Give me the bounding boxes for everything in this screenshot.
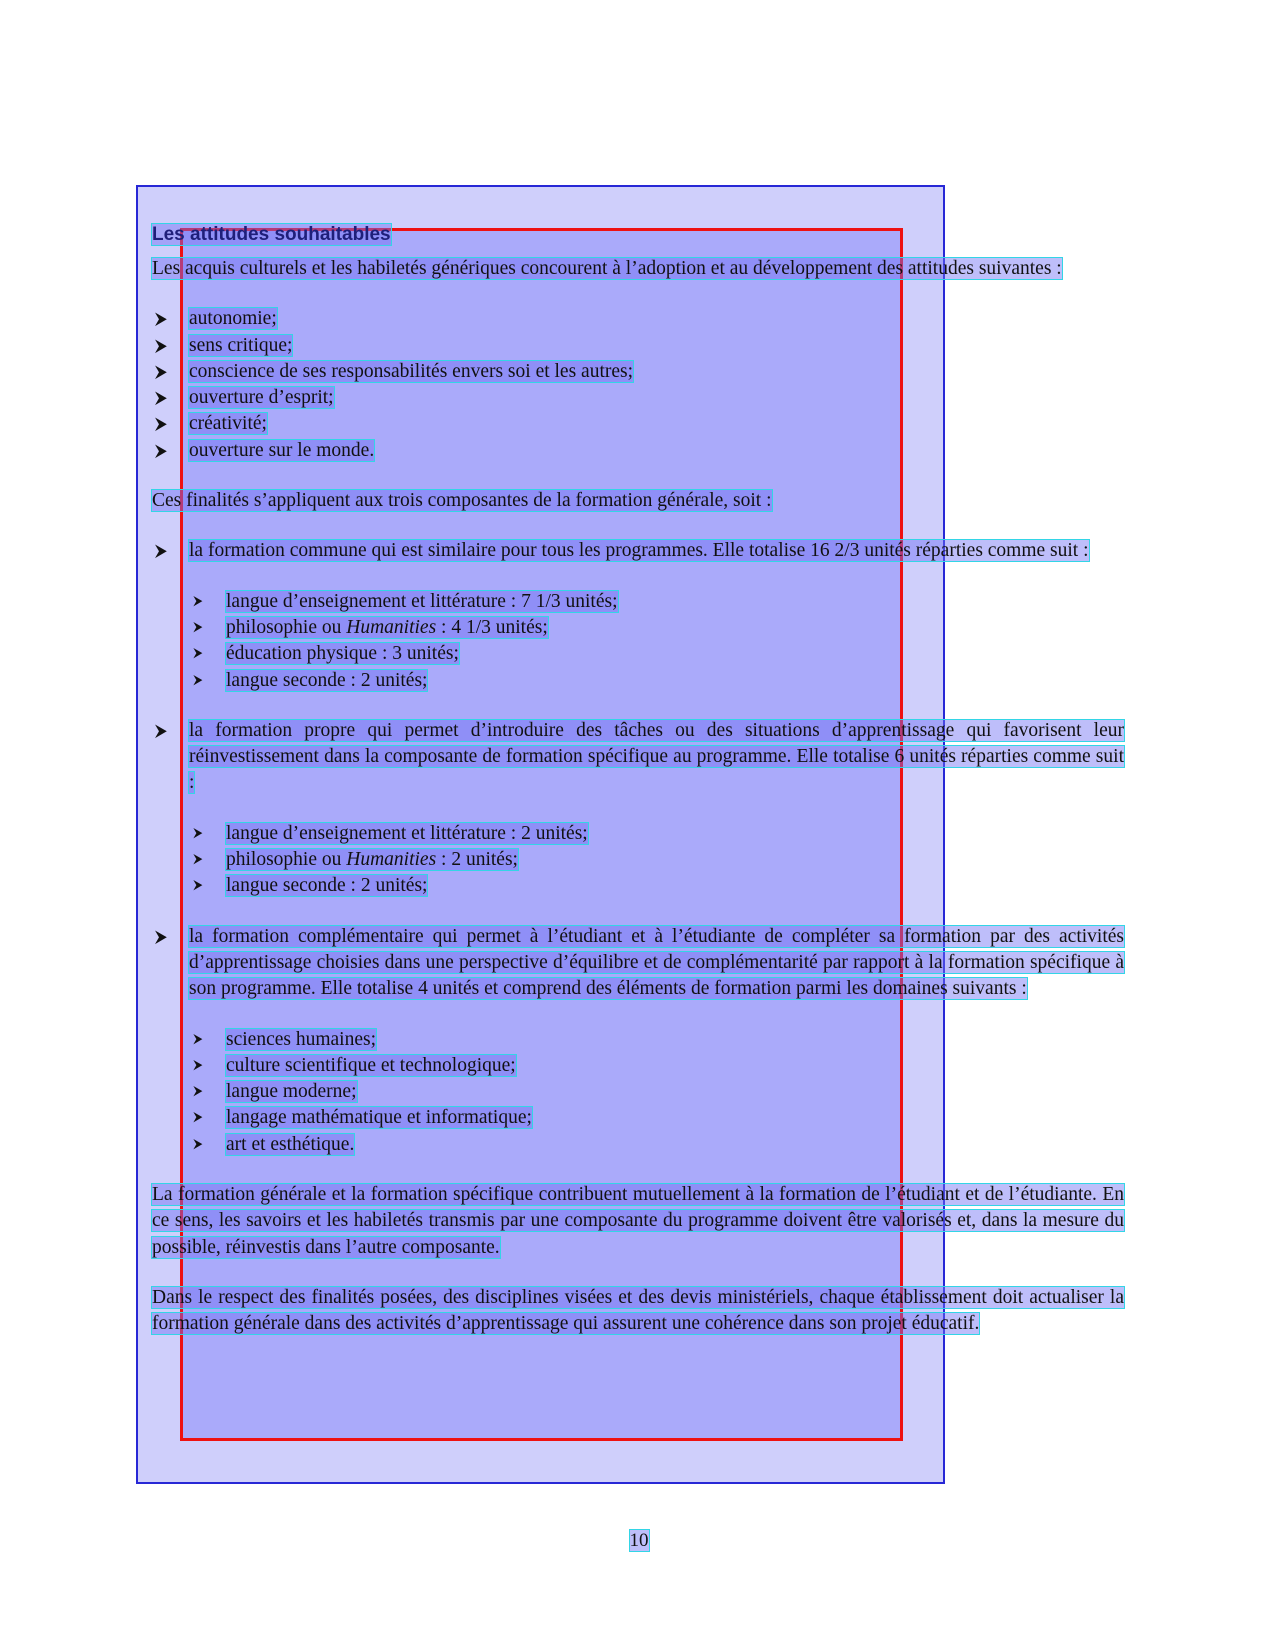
small-arrowhead-right-icon: ⮞ (193, 825, 203, 841)
complementary-sublist (152, 1027, 1124, 1158)
list-item: ⮞ langue seconde : 2 unités; (152, 873, 1124, 899)
small-arrowhead-right-icon: ⮞ (193, 646, 203, 662)
page-number: 10 (629, 1530, 649, 1551)
small-arrowhead-right-icon: ⮞ (193, 593, 203, 609)
arrowhead-right-icon: ⮞ (154, 440, 168, 461)
list-item: ⮞ langue d’enseignement et littérature : 7 1/3 unités; (152, 589, 1124, 615)
list-item: ⮞ autonomie; (152, 306, 1124, 332)
small-arrowhead-right-icon: ⮞ (193, 619, 203, 635)
intro-paragraph: Les acquis culturels et les habiletés génériques concourent à l’adoption et au développement des attitudes suivantes : (152, 258, 1062, 279)
list-item: ⮞ créativité; (152, 411, 1124, 437)
arrowhead-right-icon: ⮞ (154, 414, 168, 435)
list-item: ⮞ langue d’enseignement et littérature : 2 unités; (152, 821, 1124, 847)
attitudes-list (152, 306, 1124, 464)
section-title: Les attitudes souhaitables (152, 224, 391, 245)
component-specific: ⮞ la formation propre qui permet d’introduire des tâches ou des situations d’apprentissage qui favorisent leur réinvestissement dans la composante de formation spécifique au programme. Elle totalise 6 unités réparties comme suit : (152, 718, 1124, 797)
list-item: ⮞ langue seconde : 2 unités; (152, 668, 1124, 694)
arrowhead-right-icon: ⮞ (154, 388, 168, 409)
small-arrowhead-right-icon: ⮞ (193, 878, 203, 894)
specific-sublist (152, 821, 1124, 900)
arrowhead-right-icon: ⮞ (154, 361, 168, 382)
list-item: ⮞ sciences humaines; (152, 1027, 1124, 1053)
small-arrowhead-right-icon: ⮞ (193, 1136, 203, 1152)
small-arrowhead-right-icon: ⮞ (193, 1110, 203, 1126)
list-item: ⮞ culture scientifique et technologique; (152, 1053, 1124, 1079)
arrowhead-right-icon: ⮞ (154, 335, 168, 356)
components-intro: Ces finalités s’appliquent aux trois composantes de la formation générale, soit : (152, 490, 772, 512)
closing-paragraph-1: La formation générale et la formation spécifique contribuent mutuellement à la formation de l’étudiant et de l’étudiante. En ce sens, les savoirs et les habiletés transmis par une composante du programme doivent être valorisés et, dans la mesure du possible, réinvestis dans l’autre composante. (152, 1184, 1124, 1258)
document-body (152, 222, 1124, 1338)
component-common: ⮞ la formation commune qui est similaire pour tous les programmes. Elle totalise 16 2/3 unités réparties comme suit : (152, 538, 1124, 564)
arrowhead-right-icon: ⮞ (154, 541, 168, 562)
small-arrowhead-right-icon: ⮞ (193, 1057, 203, 1073)
list-item: ⮞ conscience de ses responsabilités envers soi et les autres; (152, 359, 1124, 385)
arrowhead-right-icon: ⮞ (154, 926, 168, 947)
closing-paragraph-2: Dans le respect des finalités posées, des disciplines visées et des devis ministériels, chaque établissement doit actualiser la formation générale dans des activités d’apprentissage qui assurent une cohérence dans son projet éducatif. (152, 1286, 1124, 1335)
list-item: ⮞ ouverture sur le monde. (152, 438, 1124, 464)
common-sublist (152, 589, 1124, 694)
list-item: ⮞ ouverture d’esprit; (152, 385, 1124, 411)
list-item: ⮞ éducation physique : 3 unités; (152, 641, 1124, 667)
list-item: ⮞ langage mathématique et informatique; (152, 1105, 1124, 1131)
small-arrowhead-right-icon: ⮞ (193, 852, 203, 868)
arrowhead-right-icon: ⮞ (154, 720, 168, 741)
small-arrowhead-right-icon: ⮞ (193, 1031, 203, 1047)
list-item: ⮞ philosophie ou Humanities : 4 1/3 unités; (152, 615, 1124, 641)
list-item: ⮞ langue moderne; (152, 1079, 1124, 1105)
arrowhead-right-icon: ⮞ (154, 309, 168, 330)
small-arrowhead-right-icon: ⮞ (193, 1084, 203, 1100)
component-complementary: ⮞ la formation complémentaire qui permet à l’étudiant et à l’étudiante de compléter sa formation par des activités d’apprentissage choisies dans une perspective d’équilibre et de complémentarité par rapport à la formation spécifique à son programme. Elle totalise 4 unités et comprend des éléments de formation parmi les domaines suivants : (152, 924, 1124, 1003)
small-arrowhead-right-icon: ⮞ (193, 672, 203, 688)
list-item: ⮞ philosophie ou Humanities : 2 unités; (152, 847, 1124, 873)
list-item: ⮞ art et esthétique. (152, 1132, 1124, 1158)
list-item: ⮞ sens critique; (152, 333, 1124, 359)
